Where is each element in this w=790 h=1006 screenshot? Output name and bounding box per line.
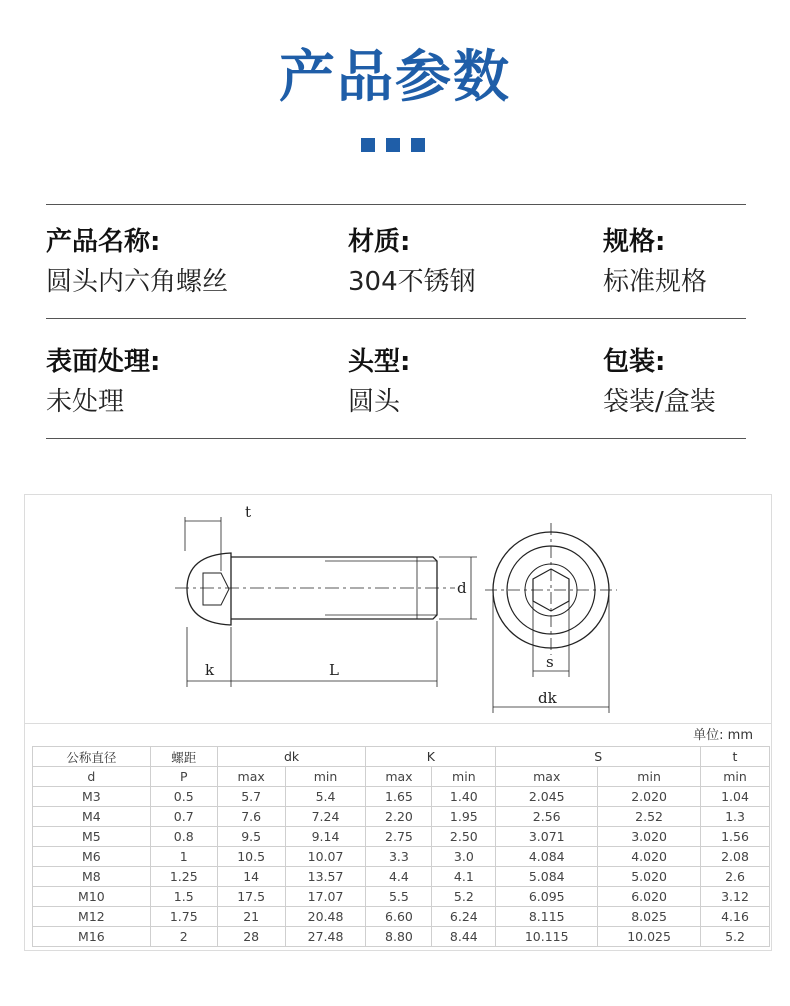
table-cell: 9.14 bbox=[285, 827, 366, 847]
table-cell: 8.80 bbox=[366, 927, 432, 947]
table-cell: 5.020 bbox=[598, 867, 701, 887]
table-row bbox=[33, 907, 770, 927]
table-cell: 6.020 bbox=[598, 887, 701, 907]
table-cell: 2.52 bbox=[598, 807, 701, 827]
table-cell: 2 bbox=[150, 927, 217, 947]
spec-label: 规格: bbox=[603, 227, 666, 257]
table-row bbox=[33, 847, 770, 867]
table-cell: 5.7 bbox=[217, 787, 285, 807]
table-cell: 2.020 bbox=[598, 787, 701, 807]
table-row bbox=[33, 827, 770, 847]
table-cell: 6.24 bbox=[432, 907, 496, 927]
spec-value: 圆头 bbox=[348, 387, 401, 417]
table-cell: 5.084 bbox=[496, 867, 598, 887]
table-cell: 1.25 bbox=[150, 867, 217, 887]
table-cell: 17.07 bbox=[285, 887, 366, 907]
table-cell: 1.5 bbox=[150, 887, 217, 907]
table-cell: 3.020 bbox=[598, 827, 701, 847]
table-cell: 10.5 bbox=[217, 847, 285, 867]
subheader-min: min bbox=[285, 767, 366, 787]
table-cell: 4.4 bbox=[366, 867, 432, 887]
subheader-max: max bbox=[366, 767, 432, 787]
spec-label: 包装: bbox=[603, 347, 666, 377]
table-cell: 28 bbox=[217, 927, 285, 947]
table-cell: 27.48 bbox=[285, 927, 366, 947]
table-cell: 3.3 bbox=[366, 847, 432, 867]
divider bbox=[46, 438, 746, 439]
table-cell: 20.48 bbox=[285, 907, 366, 927]
unit-label: 单位: mm bbox=[693, 728, 753, 743]
label-s: s bbox=[546, 653, 554, 671]
table-cell: 1.56 bbox=[701, 827, 770, 847]
technical-drawing bbox=[24, 494, 772, 724]
table-cell: 4.020 bbox=[598, 847, 701, 867]
label-dk: dk bbox=[538, 689, 557, 707]
spec-label: 产品名称: bbox=[46, 227, 161, 257]
table-row bbox=[33, 927, 770, 947]
table-cell: 5.2 bbox=[432, 887, 496, 907]
header-t: t bbox=[701, 747, 770, 767]
table-cell: M5 bbox=[33, 827, 151, 847]
table-cell: 13.57 bbox=[285, 867, 366, 887]
table-cell: 1.40 bbox=[432, 787, 496, 807]
table-row bbox=[33, 887, 770, 907]
subheader-min: min bbox=[598, 767, 701, 787]
table-cell: 3.12 bbox=[701, 887, 770, 907]
spec-value: 未处理 bbox=[46, 387, 125, 417]
page-title: 产品参数 bbox=[279, 45, 511, 110]
table-cell: M16 bbox=[33, 927, 151, 947]
table-cell: 21 bbox=[217, 907, 285, 927]
header-s: S bbox=[496, 747, 701, 767]
header-pitch: 螺距 bbox=[150, 747, 217, 767]
table-cell: M6 bbox=[33, 847, 151, 867]
table-cell: 7.6 bbox=[217, 807, 285, 827]
label-L: L bbox=[329, 661, 339, 679]
label-d: d bbox=[457, 579, 467, 597]
table-cell: 2.56 bbox=[496, 807, 598, 827]
table-cell: M4 bbox=[33, 807, 151, 827]
table-body bbox=[33, 787, 770, 947]
spec-label: 表面处理: bbox=[46, 347, 161, 377]
table-cell: 2.045 bbox=[496, 787, 598, 807]
table-cell: 8.025 bbox=[598, 907, 701, 927]
table-cell: 2.50 bbox=[432, 827, 496, 847]
table-cell: 0.5 bbox=[150, 787, 217, 807]
table-cell: M3 bbox=[33, 787, 151, 807]
table-cell: 5.5 bbox=[366, 887, 432, 907]
screw-head-outline bbox=[187, 553, 231, 625]
table-cell: 2.20 bbox=[366, 807, 432, 827]
header-k: K bbox=[366, 747, 496, 767]
subheader-max: max bbox=[217, 767, 285, 787]
table-cell: 2.08 bbox=[701, 847, 770, 867]
screw-diagram-svg bbox=[25, 495, 771, 723]
table-cell: 17.5 bbox=[217, 887, 285, 907]
table-cell: 1.75 bbox=[150, 907, 217, 927]
table-cell: 1.95 bbox=[432, 807, 496, 827]
dimension-table bbox=[32, 746, 770, 947]
spec-value: 袋装/盒装 bbox=[603, 387, 716, 417]
table-cell: 0.7 bbox=[150, 807, 217, 827]
subheader-min: min bbox=[701, 767, 770, 787]
table-cell: 1 bbox=[150, 847, 217, 867]
table-cell: M8 bbox=[33, 867, 151, 887]
table-cell: 2.75 bbox=[366, 827, 432, 847]
table-row bbox=[33, 867, 770, 887]
table-cell: 7.24 bbox=[285, 807, 366, 827]
table-cell: 1.04 bbox=[701, 787, 770, 807]
label-t: t bbox=[245, 503, 252, 521]
table-cell: M12 bbox=[33, 907, 151, 927]
table-cell: 5.4 bbox=[285, 787, 366, 807]
table-cell: 4.16 bbox=[701, 907, 770, 927]
table-cell: 14 bbox=[217, 867, 285, 887]
header-dk: dk bbox=[217, 747, 366, 767]
divider bbox=[46, 318, 746, 319]
table-cell: 10.115 bbox=[496, 927, 598, 947]
socket-outline bbox=[203, 573, 229, 605]
spec-label: 材质: bbox=[348, 227, 411, 257]
spec-product-name bbox=[46, 226, 228, 298]
table-cell: 8.44 bbox=[432, 927, 496, 947]
subheader-min: min bbox=[432, 767, 496, 787]
spec-specification bbox=[603, 226, 707, 298]
table-cell: 5.2 bbox=[701, 927, 770, 947]
table-cell: 10.025 bbox=[598, 927, 701, 947]
divider bbox=[46, 204, 746, 205]
spec-label: 头型: bbox=[348, 347, 411, 377]
title-decoration bbox=[361, 138, 425, 152]
table-cell: 1.65 bbox=[366, 787, 432, 807]
table-subheader-row bbox=[33, 767, 770, 787]
table-header-row bbox=[33, 747, 770, 767]
table-cell: 2.6 bbox=[701, 867, 770, 887]
label-k: k bbox=[205, 661, 215, 679]
subheader-p: P bbox=[150, 767, 217, 787]
spec-packaging bbox=[603, 346, 716, 418]
header-nominal: 公称直径 bbox=[33, 747, 151, 767]
table-cell: M10 bbox=[33, 887, 151, 907]
table-cell: 3.071 bbox=[496, 827, 598, 847]
table-cell: 4.1 bbox=[432, 867, 496, 887]
spec-value: 圆头内六角螺丝 bbox=[46, 267, 229, 297]
table-row bbox=[33, 787, 770, 807]
table-cell: 6.095 bbox=[496, 887, 598, 907]
table-cell: 0.8 bbox=[150, 827, 217, 847]
table-cell: 8.115 bbox=[496, 907, 598, 927]
subheader-max: max bbox=[496, 767, 598, 787]
table-cell: 3.0 bbox=[432, 847, 496, 867]
subheader-d: d bbox=[33, 767, 151, 787]
spec-head-type bbox=[348, 346, 410, 418]
spec-material bbox=[348, 226, 476, 298]
table-cell: 4.084 bbox=[496, 847, 598, 867]
spec-value: 304不锈钢 bbox=[348, 267, 476, 297]
table-cell: 6.60 bbox=[366, 907, 432, 927]
spec-value: 标准规格 bbox=[603, 267, 708, 297]
table-row bbox=[33, 807, 770, 827]
table-cell: 1.3 bbox=[701, 807, 770, 827]
table-cell: 10.07 bbox=[285, 847, 366, 867]
spec-surface bbox=[46, 346, 160, 418]
table-cell: 9.5 bbox=[217, 827, 285, 847]
